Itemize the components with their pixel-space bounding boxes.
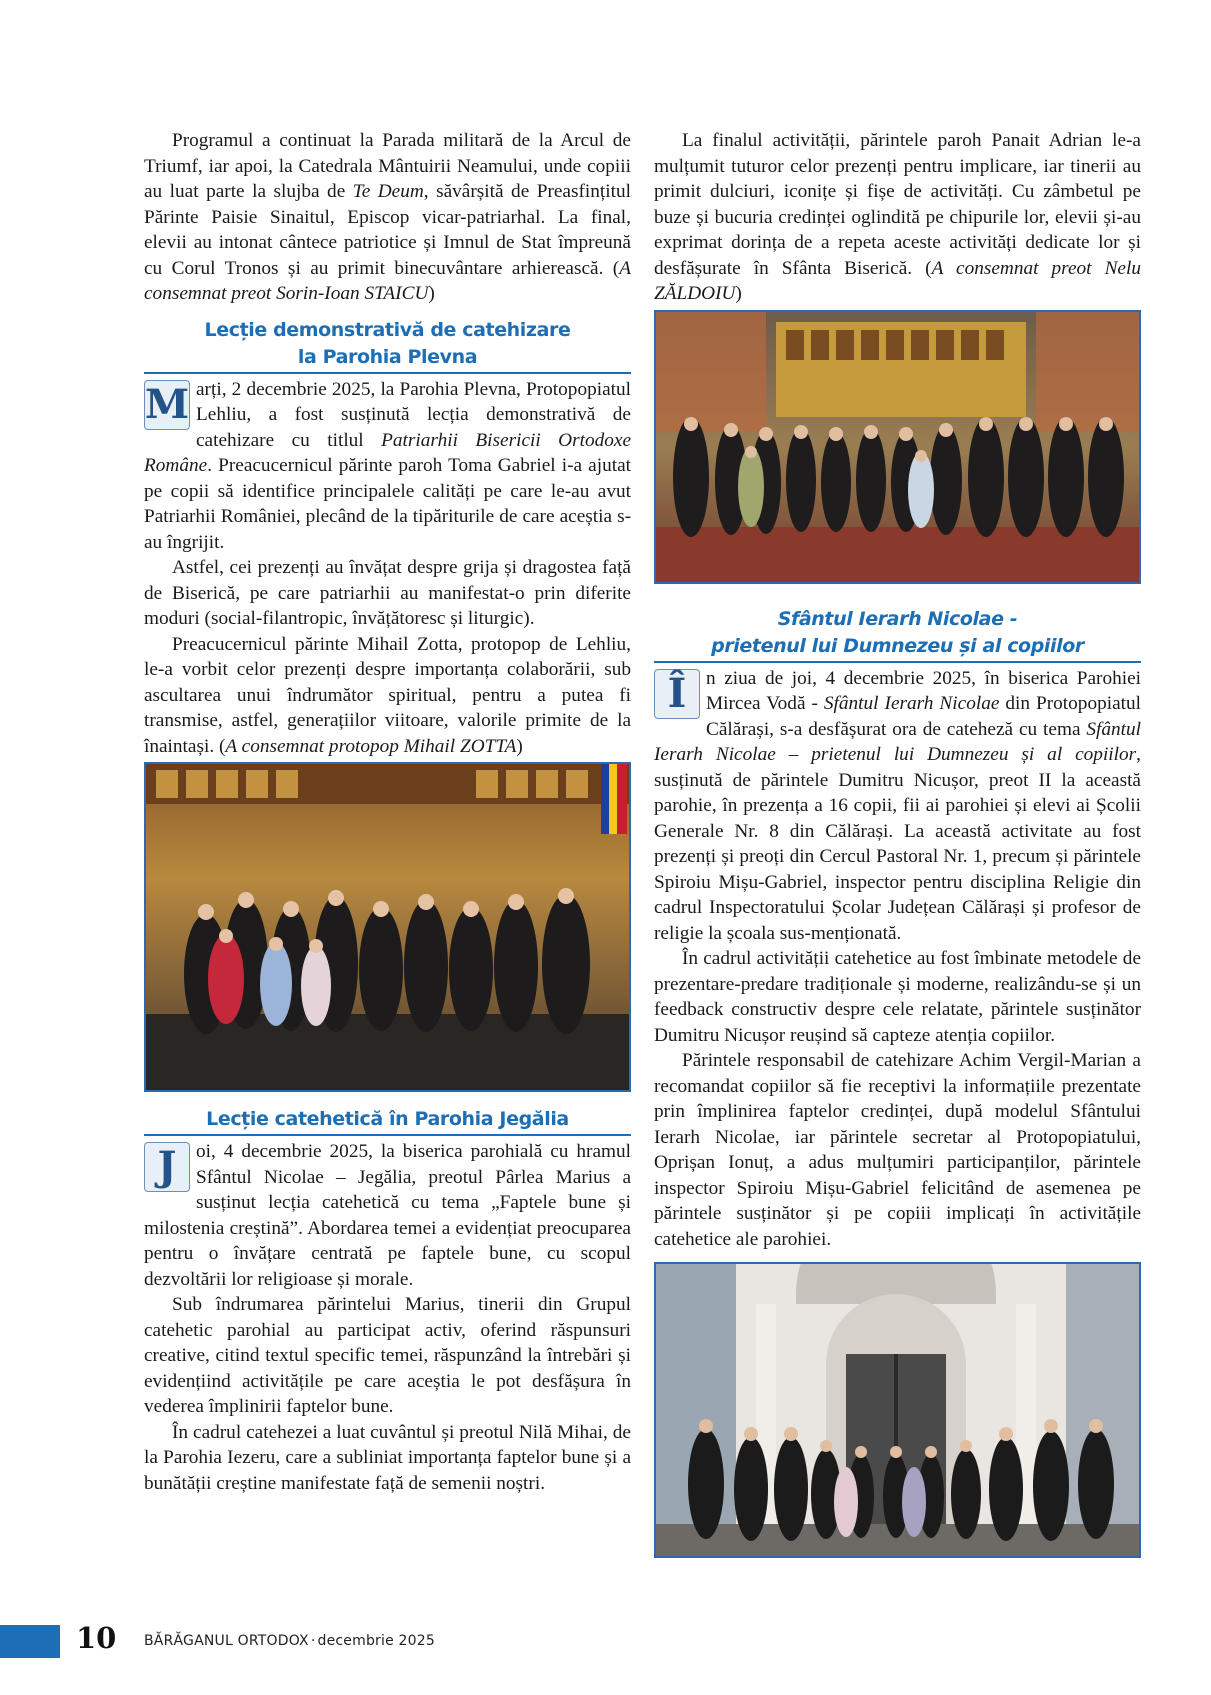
- nicolae-paragraph-1: Î n ziua de joi, 4 decembrie 2025, în biserica Parohiei Mircea Vodă - Sfântul Ierarh Nicolae din Protopopiatul Călărași, s-a desfășurat ora de cateheză cu tema Sfântul Ierarh Nicolae – prietenul lui Dumnezeu și al copiilor, susținută de părintele Dumitru Nicușor, preot II la această parohie, în prezența a 16 copii, fii ai parohiei și elevi ai Școlii Generale Nr. 8 din Călărași. La această activitate au fost prezenți și preoți din Cercul Pastoral Nr. 1, precum și părintele Spiroiu Mișu-Gabriel, inspector pentru disciplina Religie din cadrul Inspectoratului Școlar Județean Călărași și profesor de religie la școala sus-menționată.: [654, 667, 1141, 944]
- footer-accent-bar: [0, 1625, 60, 1658]
- jegalia-paragraph-3: În cadrul catehezei a luat cuvântul și preotul Nilă Mihai, de la Parohia Iezeru, care a subliniat importanța faptelor bune și a bunătății creștine manifestate față de semenii noștri.: [144, 1421, 631, 1494]
- photo-church-group: [654, 310, 1141, 584]
- plevna-paragraph-2: Astfel, cei prezenți au învățat despre grija și dragostea față de Biserică, pe care patriarhii au manifestat-o prin diferite moduri (social-filantropic, învățătoresc și liturgic).: [144, 557, 631, 629]
- photo-exterior-image: [656, 1264, 1139, 1556]
- footer-publication: BĂRĂGANUL ORTODOX · decembrie 2025: [144, 1633, 435, 1649]
- intro-paragraph-right: La finalul activității, părintele paroh Panait Adrian le-a mulțumit tuturor celor prezenți pentru implicare, iar tinerii au primit dulciuri, iconițe și fișe de activități. Cu zâmbetul pe buze și bucuria credinței oglindită pe chipurile lor, elevii și-au exprimat dorința de a repeta aceste activități dedicate lor și desfășurate în Sfânta Biserică. (A consemnat preot Nelu ZĂLDOIU): [654, 130, 1141, 304]
- plevna-paragraph-3: Preacucernicul părinte Mihail Zotta, protopop de Lehliu, le-a vorbit celor prezenți despre importanța colaborării, sub ascultarea unui îndrumător spiritual, pentru a putea fi transmise, astfel, generațiilor viitoare, valorile primite de la înaintași. (A consemnat protopop Mihail ZOTTA): [144, 633, 631, 757]
- drop-cap: M: [144, 380, 190, 428]
- intro-paragraph-left: Programul a continuat la Parada militară de la Arcul de Triumf, iar apoi, la Catedrala Mântuirii Neamului, unde copiii au luat parte la slujba de Te Deum, săvârșită de Preasfințitul Părinte Paisie Sinaitul, Episcop vicar-patriarhal. La final, elevii au intonat cântece patriotice și Imnul de Stat împreună cu Corul Tronos și au primit binecuvântare arhierească. (A consemnat preot Sorin-Ioan STAICU): [144, 130, 631, 304]
- jegalia-paragraph-1: J oi, 4 decembrie 2025, la biserica parohială cu hramul Sfântul Nicolae – Jegălia, preotul Pârlea Marius a susținut lecția catehetică cu tema „Faptele bune și milostenia creștină”. Abordarea temei a evidențiat preocuparea pentru o învățare centrată pe faptele bune, cu scopul dezvoltării lor religioase și morale.: [144, 1141, 631, 1290]
- section-heading-plevna: Lecție demonstrativă de catehizare la Parohia Plevna: [144, 317, 631, 374]
- plevna-paragraph-1: M arți, 2 decembrie 2025, la Parohia Plevna, Protopopiatul Lehliu, a fost susținută lecția demonstrativă de catehizare cu titlul Patriarhii Bisericii Ortodoxe Române. Preacucernicul părinte paroh Toma Gabriel i-a ajutat pe copii să identifice principalele calități pe care le-au avut Patriarhii României, plecând de la tipăriturile de care aceștia s-au îngrijit.: [144, 378, 631, 553]
- left-column: [144, 128, 631, 1496]
- photo-plevna-image: [146, 764, 629, 1090]
- photo-plevna-group: [144, 762, 631, 1092]
- page-number: 10: [76, 1621, 117, 1655]
- section-heading-nicolae: Sfântul Ierarh Nicolae - prietenul lui Dumnezeu și al copiilor: [654, 606, 1141, 663]
- section-heading-jegalia: Lecție catehetică în Parohia Jegălia: [144, 1106, 631, 1136]
- drop-cap: J: [144, 1142, 190, 1192]
- nicolae-paragraph-3: Părintele responsabil de catehizare Achim Vergil-Marian a recomandat copiilor să fie receptivi la informațiile prezentate prin împlinirea faptelor credinței, după modelul Sfântului Ierarh Nicolae, iar părintele secretar al Protopopiatului, Oprișan Ionuț, a adus mulțumiri participanților, părintele inspector Spiroiu Mișu-Gabriel felicitând de asemenea pe părintele susținător și pe copiii implicați în activitățile catehetice ale parohiei.: [654, 1050, 1141, 1250]
- drop-cap: Î: [654, 669, 700, 719]
- photo-church-image: [656, 312, 1139, 582]
- nicolae-paragraph-2: În cadrul activității catehetice au fost îmbinate metodele de prezentare-predare tradiționale și moderne, realizându-se și un feedback constructiv despre cele relatate, părintele susținător Dumitru Nicușor reușind să capteze atenția copiilor.: [654, 948, 1141, 1046]
- right-column: [654, 128, 1141, 1558]
- photo-church-exterior: [654, 1262, 1141, 1558]
- jegalia-paragraph-2: Sub îndrumarea părintelui Marius, tinerii din Grupul catehetic parohial au participat activ, oferind răspunsuri creative, citind textul specific temei, răspunzând la întrebări și evidențiind activitățile pe care aceștia le pot desfășura în vederea împlinirii faptelor bune.: [144, 1294, 631, 1417]
